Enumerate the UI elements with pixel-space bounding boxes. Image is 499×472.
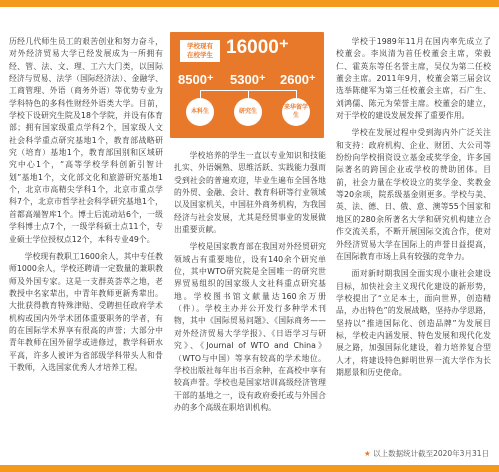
middle-column [174,150,326,419]
right-paragraph-3: 面对新时期我国全面实现小康社会建设目标，加快社会主义现代化建设的新形势，学校提出了“立足本土，面向世界，创造精品，办出特色”的发展战略，坚持办学思路，坚持以“推进国际化、创造品牌”为发展目标，学校走内涵发展、特色发展和现代化发展之路，加强国际化建设，着力培养复合型人才，将建设特色鲜明世界一流大学作为长期愿景和历史使命。 [336,269,491,377]
connector-tick-2 [248,90,249,98]
footnote-text: 以上数据统计截至2020年3月31日 [373,449,489,458]
stats-tag-line2: 在校学生 [187,51,213,59]
middle-paragraph-2: 学校是国家教育部在我国对外经贸研究领域占有重要地位，设有140余个研究单位，其中WTO研究院是全国唯一的研究世界贸易组织的国家级人文社科重点研究基地。学校图书馆文献量达160余万册（件）。学校主办并公开发行多种学术刊物，其中《国际贸易问题》、《国际商务——对外经济贸易大学学报》、《日语学习与研究》、《Journal of WTO and China》（WTO与中国）等享有较高的学术地位。学校出版社每年出书百余种，在高校中享有较高声誉。学校也是国家培训高级经济管理干部的基地之一，设有政府委托或与外国合办的多个高级在职培训机构。 [174,242,326,412]
graduate-circle [234,98,262,126]
undergrad-circle [186,98,214,126]
left-paragraph-2: 学校现有教职工1600余人，其中专任教师1000余人，学校还聘请一定数量的兼职教师及外国专家。这是一支群英荟萃之地，老教授中名家辈出，中青年教师更新秀辈出。大批获得教育特殊津贴、受聘担任政府学术机构或国内外学术团体重要职务的学者，有的在国际学术界享有很高的声誉；大部分中青年教师在国外留学或进修过，教学科研水平高，许多人被评为省部级学科带头人和骨干教师，入选国家优秀人才培养工程。 [9,251,163,372]
intl-label: 来华留学生 [283,104,308,119]
intl-circle [282,98,310,126]
right-paragraph-1: 学校于1989年11月在国内率先成立了校董会。李岚清为首任校董会主席，荣毅仁、霍英东等任名誉主席，吴仪为第二任校董会主席。2011年9月，校董会第三届会议选举陈健军为第三任校董会主席，石广生、刘鸿儒、陈元为荣誉主席。校董会的建立，对于学校的建设发展发挥了重要作用。 [336,37,491,121]
stats-tag-line1: 学校现有 [187,42,213,50]
stats-tag [180,40,220,62]
intl-count: 2600⁺ [280,72,316,87]
right-column [336,36,491,384]
graduate-label: 研究生 [238,108,257,115]
connector-tick-3 [296,90,297,98]
footnote [364,448,489,459]
student-stats-box [170,32,324,138]
bottom-accent-bar [0,465,499,472]
total-students: 16000⁺ [226,37,289,58]
middle-paragraph-1: 学校培养的学生一直以专业知识和技能扎实、外语娴熟、思维活跃、实践能力强而受到社会的普遍欢迎，毕业生遍布全国各地的外贸、金融、会计、教育科研等行业领域以及国家机关，中国驻外商务机构，为我国经济与社会发展，尤其是经贸事业的发展做出重要贡献。 [174,151,326,235]
left-column [9,36,163,379]
graduate-count: 5300⁺ [230,72,266,87]
undergrad-count: 8500⁺ [178,72,214,87]
star-icon: ★ [363,449,374,458]
connector-tick-1 [200,90,201,98]
top-accent-bar [0,0,499,7]
left-paragraph-1: 历经几代师生员工的艰苦创业和努力奋斗，对外经济贸易大学已经发展成为一所拥有经、管、法、文、理、工六大门类，以国际经济与贸易、法学（国际经济法）、金融学、工商管理、外语（商务外语）等优势专业为学科特色的多科性财经外语类大学。目前，学校下设研究生院及18个学院，并设有体育部；拥有国家级重点学科2个，国家级人文社会科学重点研究基地1个，教育部战略研究（培育）基地1个，教育部国别和区域研究中心1个，“高等学校学科创新引智计划”基地1个，文化部文化和旅游研究基地1个，北京市高精尖学科1个，北京市重点学科7个，北京市哲学社会科学研究基地1个，首都高端智库1个。博士后流动站6个，一级学科博士点7个，一级学科硕士点11个，专业硕士学位授权点12个，本科专业49个。 [9,37,163,244]
right-paragraph-2: 学校在发展过程中受到海内外广泛关注和支持：政府机构、企业、财团、大公司等纷纷向学校捐资设立基金或奖学金，许多国际著名的跨国企业或学校的赞助团体。目前，社会力量在学校设立的奖学金、奖教金等20余项，院系级基金则更多。学校与美、英、法、德、日、俄、意、澳等55个国家和地区的280余所著名大学和研究机构建立合作交流关系，不断开展国际交流合作，使对外经济贸易大学在国际上的声誉日益提高，在国际教育市场上具有较强的竞争力。 [336,128,491,261]
undergrad-label: 本科生 [190,108,209,115]
